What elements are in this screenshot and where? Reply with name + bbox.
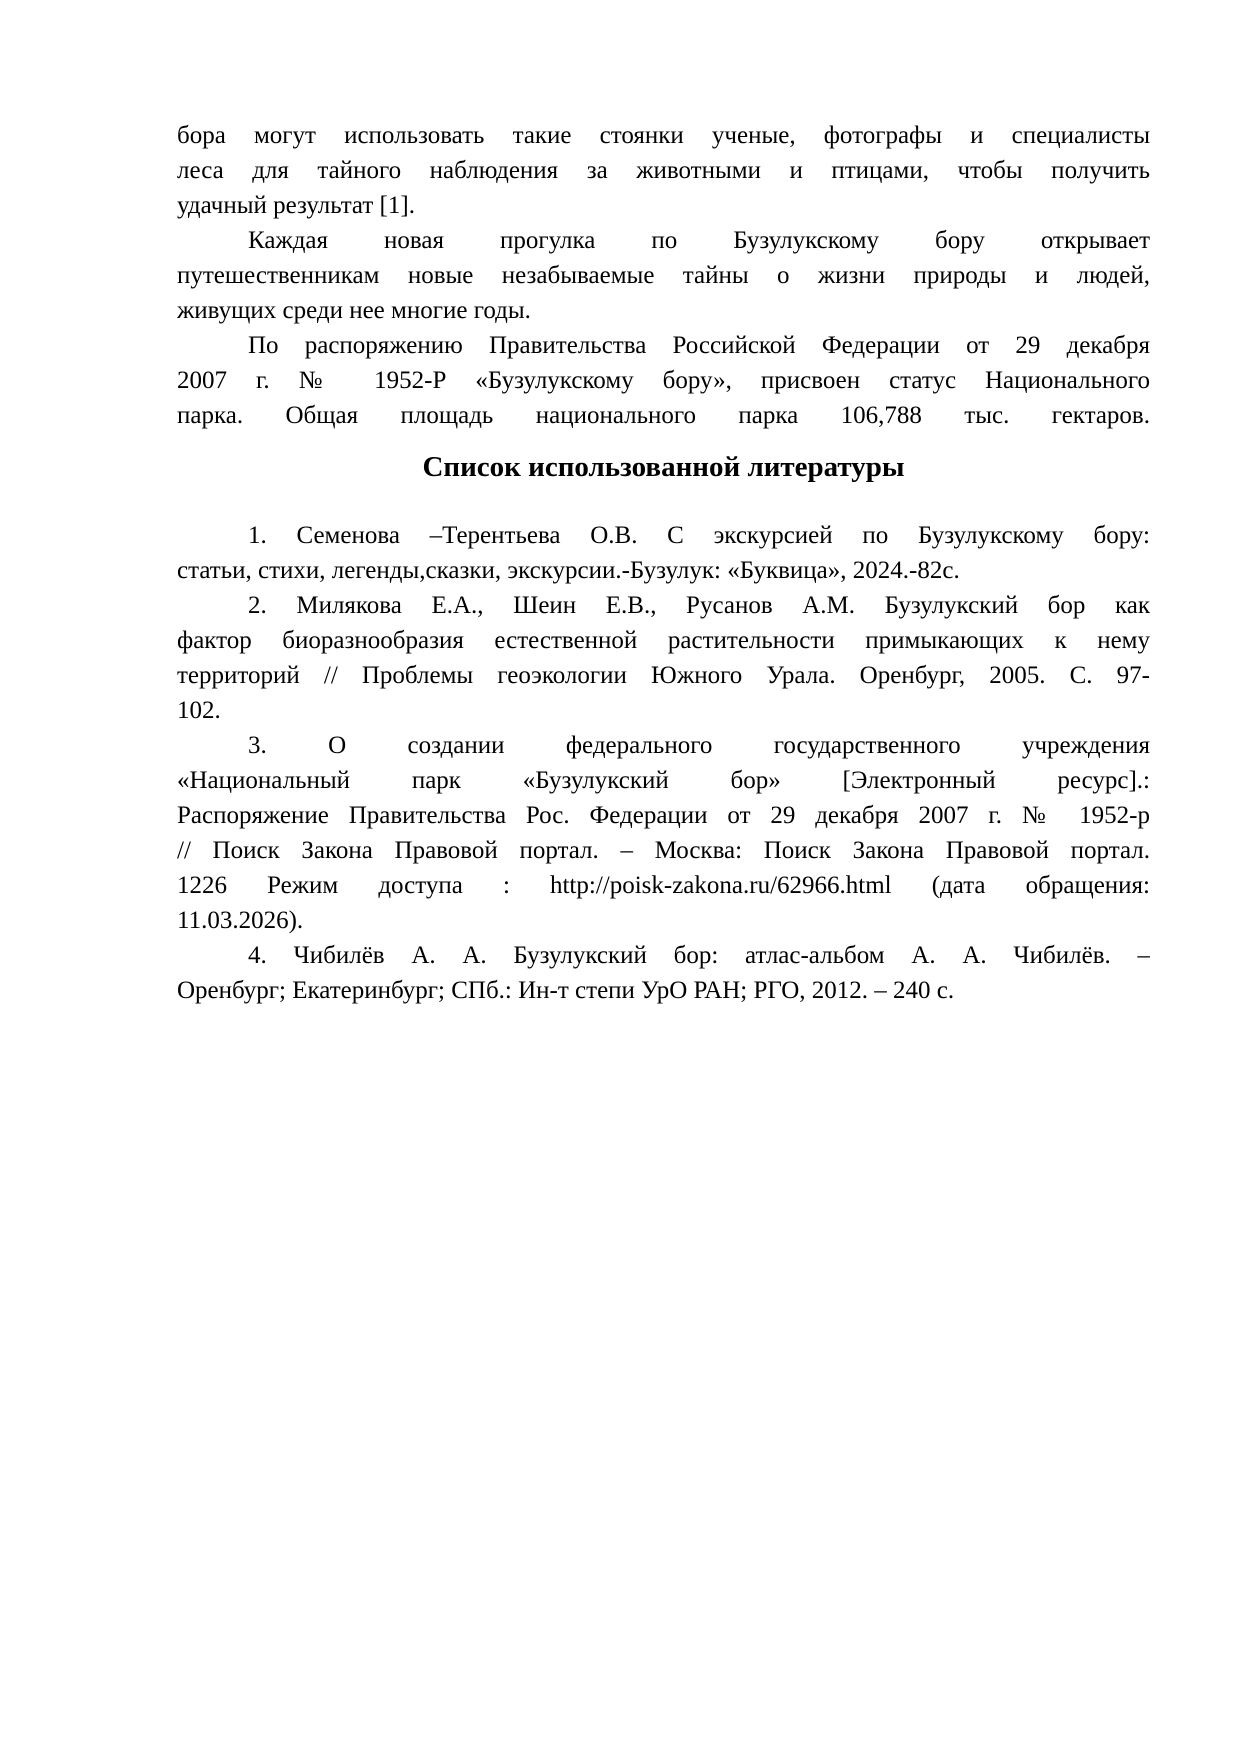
- text-line: 3. О создании федерального государственного учреждения: [248, 732, 1150, 759]
- text-line: 1226 Режим доступа : http://poisk-zakona.ru/62966.html (дата обращения:: [177, 872, 1150, 899]
- text-line: 2007 г. № 1952-Р «Бузулукскому бору», присвоен статус Национального: [177, 367, 1150, 394]
- bibliography-heading: Список использованной литературы: [422, 451, 905, 483]
- text-line: путешественникам новые незабываемые тайны о жизни природы и людей,: [177, 262, 1150, 289]
- text-line: живущих среди нее многие годы.: [177, 297, 531, 324]
- text-line: 1. Семенова –Терентьева О.В. С экскурсией по Бузулукскому бору:: [248, 522, 1150, 549]
- text-line: 11.03.2026).: [177, 907, 304, 934]
- text-line: Каждая новая прогулка по Бузулукскому бору открывает: [248, 227, 1150, 254]
- text-line: 4. Чибилёв А. А. Бузулукский бор: атлас-альбом А. А. Чибилёв. –: [248, 942, 1150, 969]
- text-line: Распоряжение Правительства Рос. Федерации от 29 декабря 2007 г. № 1952-р: [177, 802, 1150, 829]
- text-line: фактор биоразнообразия естественной растительности примыкающих к нему: [177, 627, 1150, 654]
- body-paragraph-2: [177, 223, 1150, 328]
- body-paragraphs: [177, 118, 1150, 433]
- text-line: // Поиск Закона Правовой портал. – Москва: Поиск Закона Правовой портал.: [177, 837, 1150, 864]
- text-line: бора могут использовать такие стоянки ученые, фотографы и специалисты: [177, 122, 1150, 149]
- reference-item-3: [177, 728, 1150, 938]
- reference-item-1: [177, 518, 1150, 588]
- text-line: «Национальный парк «Бузулукский бор» [Электронный ресурс].:: [177, 767, 1150, 794]
- text-line: Оренбург; Екатеринбург; СПб.: Ин-т степи УрО РАН; РГО, 2012. – 240 с.: [177, 977, 955, 1004]
- text-line: территорий // Проблемы геоэкологии Южного Урала. Оренбург, 2005. С. 97-: [177, 662, 1150, 689]
- reference-list: [177, 518, 1150, 1008]
- text-line: По распоряжению Правительства Российской Федерации от 29 декабря: [248, 332, 1150, 359]
- body-paragraph-3: [177, 328, 1150, 433]
- text-line: 2. Милякова Е.А., Шеин Е.В., Русанов А.М. Бузулукский бор как: [248, 592, 1150, 619]
- text-line: парка. Общая площадь национального парка 106,788 тыс. гектаров.: [177, 402, 1150, 429]
- reference-item-2: [177, 588, 1150, 728]
- text-line: 102.: [177, 697, 221, 724]
- text-line: статьи, стихи, легенды,сказки, экскурсии.-Бузулук: «Буквица», 2024.-82с.: [177, 557, 960, 584]
- text-column: [177, 118, 1150, 1008]
- reference-item-4: [177, 938, 1150, 1008]
- text-line: удачный результат [1].: [177, 192, 415, 219]
- body-paragraph-1: [177, 118, 1150, 223]
- text-line: леса для тайного наблюдения за животными и птицами, чтобы получить: [177, 157, 1150, 184]
